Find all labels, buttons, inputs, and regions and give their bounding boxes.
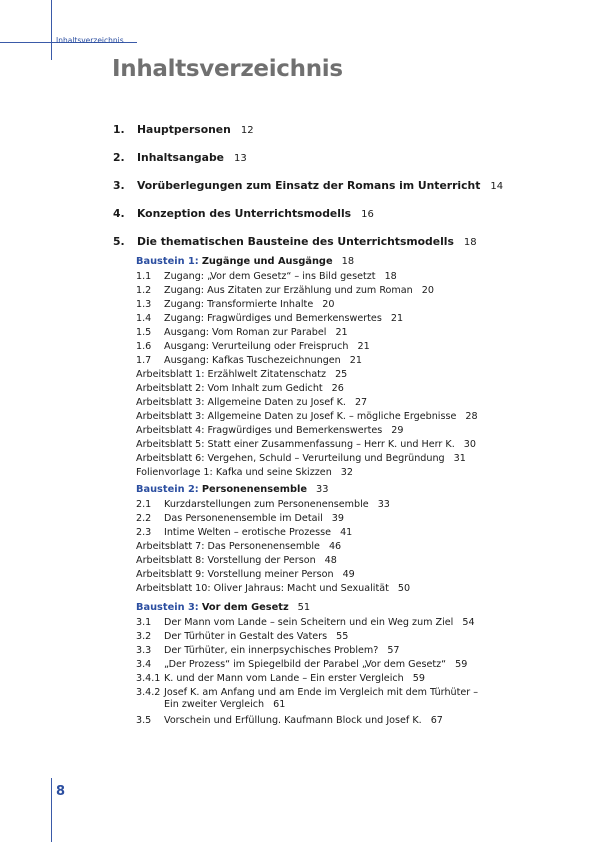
toc-entry[interactable] [136,555,337,567]
entry-page: 25 [335,369,348,380]
entry-page: 67 [430,715,443,726]
chapter-title: Die thematischen Bausteine des Unterrichtsmodells [137,235,454,248]
chapter-title: Hauptpersonen [137,123,231,136]
toc-entry[interactable] [136,327,348,339]
chapter-title: Konzeption des Unterrichtsmodells [137,207,352,220]
entry-number: 1.5 [136,327,152,338]
entry-title: Der Türhüter, ein innerpsychisches Problem? [164,645,379,656]
baustein-title: Zugänge und Ausgänge [201,256,333,267]
entry-title: Arbeitsblatt 6: Vergehen, Schuld – Verurteilung und Begründung [136,453,445,464]
toc-entry[interactable] [136,659,467,671]
margin-rule-top [51,0,52,60]
entry-number: 1.2 [136,285,152,296]
entry-number: 1.4 [136,313,152,324]
entry-page: 21 [357,341,370,352]
toc-entry[interactable] [136,583,410,595]
toc-entry[interactable] [136,715,443,727]
chapter-page: 12 [240,125,254,136]
toc-entry[interactable] [136,673,425,685]
entry-page: 50 [397,583,411,594]
entry-title: Folienvorlage 1: Kafka und seine Skizzen [136,467,332,478]
toc-entry[interactable] [136,541,341,553]
entry-title: Zugang: Aus Zitaten zur Erzählung und zum Roman [164,285,413,296]
toc-entry[interactable] [136,527,352,539]
entry-title: Vorschein und Erfüllung. Kaufmann Block und Josef K. [164,715,422,726]
entry-page: 27 [354,397,368,408]
entry-number: 3.4.2 [136,687,161,698]
entry-title: Das Personenensemble im Detail [164,513,323,524]
toc-entry[interactable] [136,499,390,511]
entry-number: 3.4 [136,659,152,670]
entry-title: Arbeitsblatt 7: Das Personenensemble [136,541,320,552]
entry-number: 1.7 [136,355,152,366]
toc-chapter[interactable] [113,235,477,248]
toc-entry[interactable] [136,411,478,423]
entry-title: Arbeitsblatt 5: Statt einer Zusammenfassung – Herr K. und Herr K. [136,439,455,450]
entry-number: 3.5 [136,715,152,726]
toc-entry[interactable] [136,299,334,311]
entry-page: 28 [465,411,478,422]
baustein-label: Baustein 2: [136,484,199,495]
entry-page: 33 [377,499,390,510]
baustein-page: 18 [341,256,355,267]
entry-page: 39 [331,513,345,524]
chapter-number: 3. [113,179,125,192]
entry-page: 55 [336,631,349,642]
toc-entry[interactable] [136,285,434,297]
entry-number: 2.1 [136,499,152,510]
toc-entry[interactable] [136,271,397,283]
chapter-page: 18 [463,237,477,248]
toc-entry[interactable] [136,617,475,629]
entry-title: Ausgang: Vom Roman zur Parabel [164,327,327,338]
chapter-page: 16 [361,209,374,220]
baustein-heading[interactable] [136,256,354,267]
entry-title: Josef K. am Anfang und am Ende im Vergleich mit dem Türhüter – [164,687,479,698]
entry-title-continuation: Ein zweiter Vergleich [164,699,265,710]
toc-chapter[interactable] [113,179,503,192]
entry-page: 20 [322,299,335,310]
entry-title: Arbeitsblatt 3: Allgemeine Daten zu Josef K. – mögliche Ergebnisse [136,411,457,422]
toc-entry[interactable] [136,631,348,643]
entry-title: Arbeitsblatt 4: Fragwürdiges und Bemerkenswertes [136,425,383,436]
entry-page: 21 [349,355,362,366]
toc-entry[interactable] [136,569,355,581]
entry-page: 54 [462,617,475,628]
entry-number: 2.2 [136,513,152,524]
entry-page: 26 [331,383,344,394]
entry-title: Zugang: Transformierte Inhalte [164,299,314,310]
chapter-number: 2. [113,151,125,164]
entry-title: Ausgang: Verurteilung oder Freispruch [164,341,349,352]
baustein-heading[interactable] [136,484,328,495]
entry-title: Der Türhüter in Gestalt des Vaters [164,631,328,642]
toc-entry[interactable] [136,513,344,525]
running-head: Inhaltsverzeichnis [56,36,124,45]
entry-page: 32 [340,467,354,478]
entry-title: K. und der Mann vom Lande – Ein erster Vergleich [164,673,404,684]
page-title: Inhaltsverzeichnis [112,56,343,82]
entry-page: 21 [335,327,348,338]
entry-page: 29 [391,425,404,436]
toc-entry[interactable] [136,355,362,367]
chapter-number: 1. [113,123,125,136]
chapter-title: Inhaltsangabe [137,151,225,164]
toc-entry[interactable] [136,397,367,409]
entry-title: Der Mann vom Lande – sein Scheitern und ein Weg zum Ziel [164,617,454,628]
toc-entry[interactable] [136,439,476,451]
chapter-title: Vorüberlegungen zum Einsatz der Romans im Unterricht [137,179,481,192]
entry-number: 3.3 [136,645,152,656]
baustein-page: 33 [315,484,329,495]
toc-entry[interactable] [136,341,370,353]
entry-title: Intime Welten – erotische Prozesse [164,527,332,538]
entry-title: „Der Prozess“ im Spiegelbild der Parabel „Vor dem Gesetz“ [164,659,447,670]
toc-entry[interactable] [136,645,400,657]
chapter-number: 4. [113,207,125,220]
entry-title: Ausgang: Kafkas Tuschezeichnungen [164,355,341,366]
entry-page: 61 [273,699,286,710]
entry-page: 21 [390,313,404,324]
entry-number: 3.4.1 [136,673,161,684]
entry-title: Arbeitsblatt 8: Vorstellung der Person [136,555,316,566]
entry-title: Kurzdarstellungen zum Personenensemble [164,499,369,510]
entry-page: 57 [387,645,400,656]
baustein-title: Personenensemble [201,484,307,495]
baustein-title: Vor dem Gesetz [201,602,289,613]
entry-page: 59 [455,659,468,670]
toc-entry[interactable] [136,369,347,381]
toc-entry[interactable] [136,687,478,711]
entry-number: 1.3 [136,299,152,310]
toc-entry[interactable] [136,425,404,437]
baustein-page: 51 [297,602,311,613]
entry-number: 2.3 [136,527,152,538]
entry-page: 46 [328,541,342,552]
toc-entry[interactable] [136,467,353,479]
baustein-label: Baustein 3: [136,602,199,613]
entry-number: 1.1 [136,271,152,282]
entry-title: Arbeitsblatt 9: Vorstellung meiner Person [136,569,334,580]
entry-page: 59 [412,673,425,684]
entry-page: 41 [340,527,353,538]
entry-number: 3.2 [136,631,152,642]
chapter-page: 13 [234,153,247,164]
entry-page: 20 [421,285,434,296]
toc-entry[interactable] [136,383,344,395]
baustein-heading[interactable] [136,602,310,613]
entry-title: Zugang: Fragwürdiges und Bemerkenswertes [164,313,382,324]
entry-page: 30 [463,439,476,450]
entry-title: Arbeitsblatt 1: Erzählwelt Zitatenschatz [136,369,327,380]
entry-title: Zugang: „Vor dem Gesetz“ – ins Bild gesetzt [164,271,376,282]
chapter-number: 5. [113,235,125,248]
entry-page: 31 [453,453,466,464]
toc-chapter[interactable] [113,123,254,136]
chapter-page: 14 [490,181,504,192]
entry-number: 1.6 [136,341,152,352]
entry-page: 49 [342,569,355,580]
entry-title: Arbeitsblatt 10: Oliver Jahraus: Macht und Sexualität [136,583,389,594]
entry-title: Arbeitsblatt 3: Allgemeine Daten zu Josef K. [136,397,346,408]
entry-page: 48 [324,555,337,566]
page-number: 8 [56,784,66,799]
margin-rule-bottom [51,778,52,842]
entry-page: 18 [384,271,397,282]
toc-entry[interactable] [136,453,466,465]
entry-title: Arbeitsblatt 2: Vom Inhalt zum Gedicht [136,383,323,394]
toc-chapter[interactable] [113,207,374,220]
entry-number: 3.1 [136,617,152,628]
baustein-label: Baustein 1: [136,256,199,267]
toc-chapter[interactable] [113,151,247,164]
toc-entry[interactable] [136,313,403,325]
